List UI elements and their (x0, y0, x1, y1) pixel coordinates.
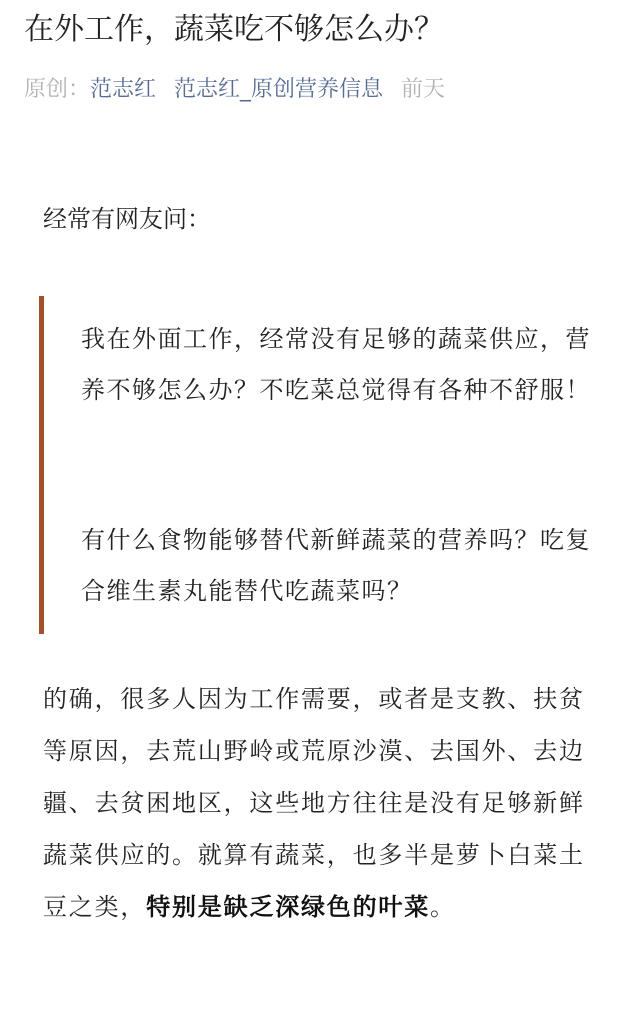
blockquote (39, 296, 604, 634)
article-meta (24, 74, 624, 106)
body-bold-text: 特别是缺乏深绿色的叶菜 (146, 893, 431, 921)
account-link[interactable]: 范志红_原创营养信息 (174, 77, 384, 102)
original-label: 原创： (24, 77, 91, 102)
quote-paragraph-1: 我在外面工作，经常没有足够的蔬菜供应，营养不够怎么办？不吃菜总觉得有各种不舒服！ (81, 325, 591, 404)
body-end: 。 (430, 893, 456, 921)
author-link[interactable]: 范志红 (90, 77, 157, 102)
intro-text: 经常有网友问： (43, 205, 211, 233)
quote-paragraph-2: 有什么食物能够替代新鲜蔬菜的营养吗？吃复合维生素丸能替代吃蔬菜吗？ (81, 526, 591, 605)
publish-time: 前天 (401, 77, 446, 102)
article-title: 在外工作，蔬菜吃不够怎么办？ (24, 12, 444, 47)
body-paragraph (43, 673, 603, 933)
body-text: 的确，很多人因为工作需要，或者是支教、扶贫等原因，去荒山野岭或荒原沙漠、去国外、去边疆、去贫困地区，这些地方往往是没有足够新鲜蔬菜供应的。就算有蔬菜，也多半是萝卜白菜土豆之类， (43, 685, 585, 921)
